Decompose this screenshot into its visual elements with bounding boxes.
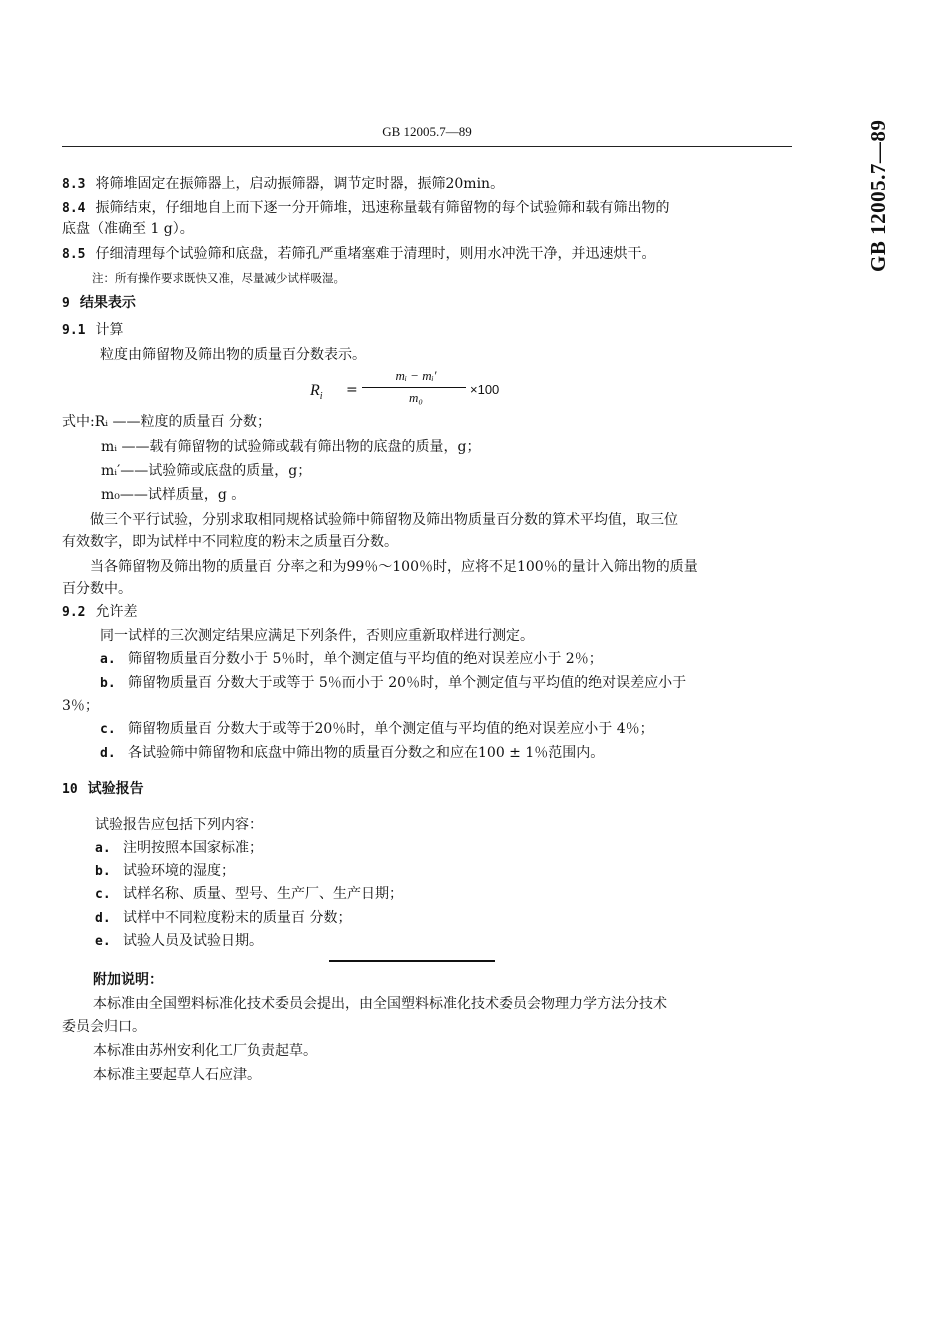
intro-text: 试验报告应包括下列内容： [95, 817, 263, 833]
paragraph-2-line-2 [62, 580, 132, 598]
report-item-a [95, 839, 263, 858]
formula-denominator: m₀ [409, 390, 423, 405]
paragraph-text: 有效数字，即为试样中不同粒度的粉末之质量百分数。 [62, 534, 398, 550]
addendum-text: 本标准由全国塑料标准化技术委员会提出，由全国塑料标准化技术委员会物理力学方法分技术 [93, 996, 667, 1012]
section-10-heading [62, 780, 144, 799]
item-label: d. [100, 746, 116, 761]
note [92, 269, 345, 287]
intro-text: 同一试样的三次测定结果应满足下列条件，否则应重新取样进行测定。 [100, 628, 534, 644]
side-code-text: GB 12005.7—89 [866, 119, 890, 272]
clause-text: 振筛结束，仔细地自上而下逐一分开筛堆，迅速称量载有筛留物的每个试验筛和载有筛出物的 [95, 200, 670, 216]
clause-8-5 [62, 245, 655, 264]
page-header [62, 124, 792, 147]
addendum-text: 本标准主要起草人石应津。 [93, 1067, 261, 1083]
clause-number: 8.4 [62, 201, 86, 216]
clause-8-3 [62, 175, 504, 194]
item-text: 筛留物质量百分数小于 5％时，单个测定值与平均值的绝对误差应小于 2％； [128, 651, 603, 667]
formula [310, 368, 530, 414]
addendum-line-2 [62, 1018, 146, 1036]
item-text: 筛留物质量百 分数大于或等于 5％而小于 20％时，单个测定值与平均值的绝对误差应小于 [128, 675, 687, 691]
item-text: 试验环境的湿度； [123, 863, 235, 879]
paragraph-text: 做三个平行试验，分别求取相同规格试验筛中筛留物及筛出物质量百分数的算术平均值，取三位 [90, 512, 678, 528]
section-number: 9 [62, 296, 70, 311]
item-text: 注明按照本国家标准； [123, 840, 263, 856]
report-item-d [95, 909, 351, 928]
formula-numerator: mᵢ − mᵢ′ [395, 368, 437, 383]
tolerance-b [100, 674, 686, 693]
clause-number: 8.5 [62, 247, 86, 262]
paragraph-text: 当各筛留物及筛出物的质量百 分率之和为99％～100％时，应将不足100％的量计入筛出物的质量 [90, 559, 698, 575]
section-9-heading [62, 294, 136, 313]
paragraph-text: 百分数中。 [62, 581, 132, 597]
addendum-heading: 附加说明： [93, 972, 163, 988]
item-text: 3％； [62, 698, 99, 714]
clause-number: 9.2 [62, 605, 86, 620]
tolerance-c [100, 720, 654, 739]
report-item-b [95, 862, 235, 881]
addendum-text: 本标准由苏州安利化工厂负责起草。 [93, 1043, 317, 1059]
section-number: 10 [62, 782, 78, 797]
item-text: 试样中不同粒度粉末的质量百 分数； [123, 910, 352, 926]
side-standard-code [866, 120, 891, 272]
formula-multiplier: ×100 [470, 382, 500, 397]
item-label: a. [100, 652, 116, 667]
clause-9-1-intro [100, 346, 366, 364]
clause-text: 底盘（准确至 1 g）。 [62, 221, 194, 237]
clause-8-4 [62, 199, 669, 218]
item-label: a. [95, 841, 111, 856]
formula-lhs-symbol: R [310, 382, 320, 399]
header-standard-code: GB 12005.7—89 [382, 124, 472, 139]
item-label: e. [95, 934, 111, 949]
addendum-line-1 [93, 995, 667, 1013]
clause-title: 计算 [95, 322, 124, 338]
variable-definition: mᵢ ——载有筛留物的试验筛或载有筛出物的底盘的质量，g； [101, 439, 481, 455]
item-label: b. [95, 864, 111, 879]
addendum-line-4 [93, 1066, 261, 1084]
variable-definition: mᵢ′——试验筛或底盘的质量，g； [101, 463, 312, 479]
section-title: 结果表示 [79, 295, 136, 311]
item-text: 试样名称、质量、型号、生产厂、生产日期； [123, 886, 403, 902]
variable-definition: 式中:Rᵢ ——粒度的质量百 分数； [62, 414, 271, 430]
clause-number: 8.3 [62, 177, 86, 192]
where-line-2 [101, 438, 481, 456]
paragraph-1-line-2 [62, 533, 398, 551]
fraction-bar [362, 387, 466, 388]
clause-9-2-intro [100, 627, 534, 645]
report-item-c [95, 885, 403, 904]
paragraph-1-line-1 [90, 511, 678, 529]
divider [329, 960, 495, 962]
addendum-title [93, 971, 163, 989]
where-line-3 [101, 462, 311, 480]
item-text: 试验人员及试验日期。 [123, 933, 263, 949]
clause-9-1-heading [62, 321, 123, 340]
clause-text: 将筛堆固定在振筛器上，启动振筛器，调节定时器，振筛20min。 [95, 176, 505, 192]
clause-9-2-heading [62, 603, 137, 622]
paragraph-2-line-1 [90, 558, 698, 576]
clause-number: 9.1 [62, 323, 86, 338]
clause-title: 允许差 [95, 604, 138, 620]
note-text: 注：所有操作要求既快又准，尽量减少试样吸湿。 [92, 271, 345, 285]
variable-definition: m₀——试样质量，g 。 [101, 487, 246, 503]
item-label: c. [95, 887, 111, 902]
item-label: c. [100, 722, 116, 737]
formula-equals: = [346, 382, 358, 398]
item-text: 筛留物质量百 分数大于或等于20％时，单个测定值与平均值的绝对误差应小于 4％； [128, 721, 654, 737]
clause-text: 仔细清理每个试验筛和底盘，若筛孔严重堵塞难于清理时，则用水冲洗干净，并迅速烘干。 [95, 246, 656, 262]
item-label: d. [95, 911, 111, 926]
report-item-e [95, 932, 263, 951]
where-line-4 [101, 486, 245, 504]
formula-lhs [310, 382, 323, 402]
addendum-text: 委员会归口。 [62, 1019, 146, 1035]
where-line-1 [62, 413, 271, 431]
tolerance-b-cont [62, 697, 99, 715]
intro-text: 粒度由筛留物及筛出物的质量百分数表示。 [100, 347, 366, 363]
item-text: 各试验筛中筛留物和底盘中筛出物的质量百分数之和应在100 ± 1％范围内。 [128, 745, 605, 761]
tolerance-d [100, 744, 604, 763]
section-10-intro [95, 816, 263, 834]
item-label: b. [100, 676, 116, 691]
section-title: 试验报告 [87, 781, 144, 797]
clause-8-4-cont [62, 220, 194, 238]
addendum-line-3 [93, 1042, 317, 1060]
formula-lhs-subscript: i [319, 391, 323, 403]
tolerance-a [100, 650, 603, 669]
